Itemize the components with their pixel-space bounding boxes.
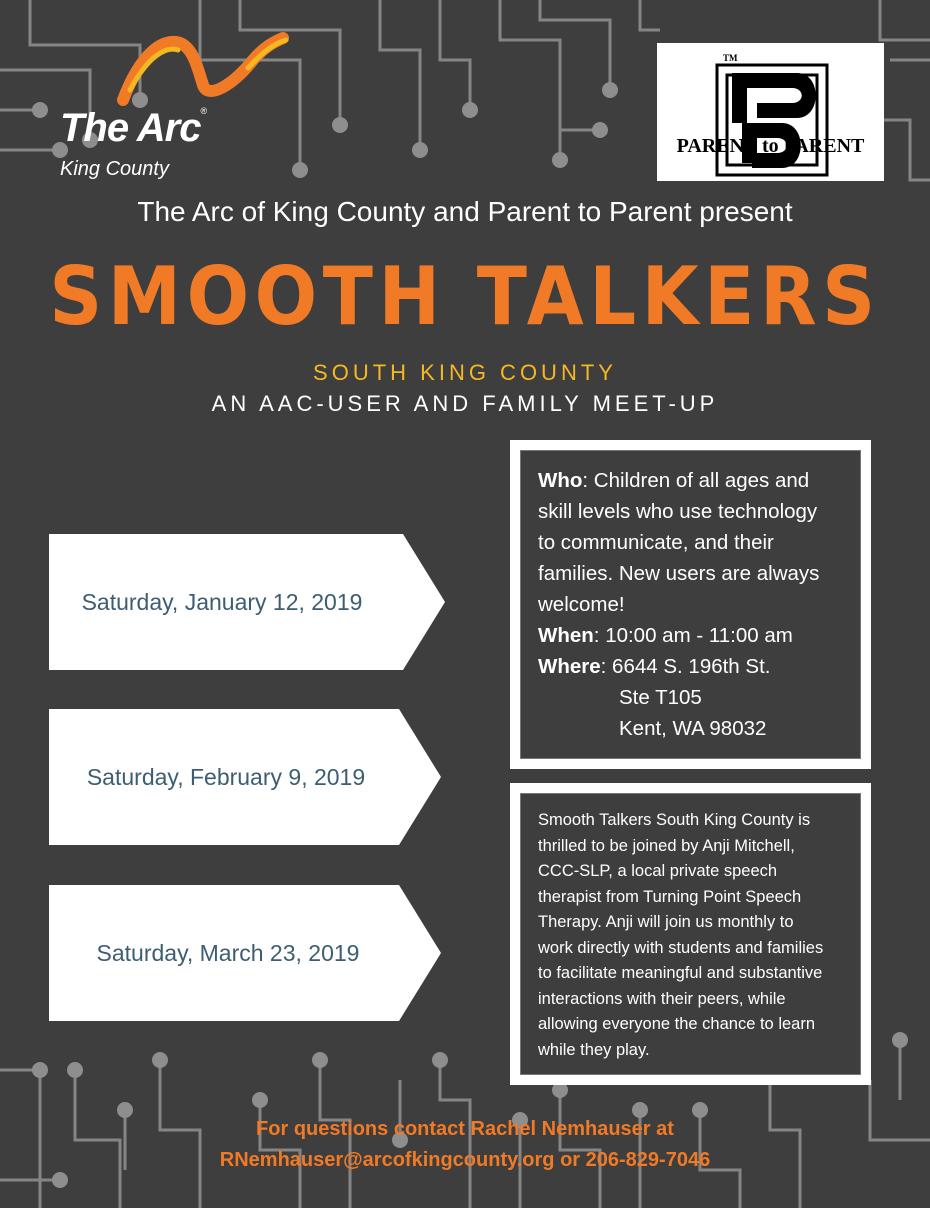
contact-info [0,1114,930,1176]
blurb-line: interactions with their peers, while [538,989,786,1008]
when-label: When [538,624,594,647]
where-value: Kent, WA 98032 [619,717,767,740]
blurb-line: Therapy. Anji will join us monthly to [538,913,794,931]
p2p-trademark: TM [723,53,738,63]
details-box-inner [520,450,861,759]
contact-email-phone[interactable]: RNemhauser@arcofkingcounty.org or 206-829-7046 [219,1149,711,1171]
where-value: : 6644 S. 196th St. [600,655,771,678]
who-label: Who [538,469,583,492]
who-line [538,465,853,496]
blurb-line: work directly with students and families [538,938,824,957]
who-text: skill levels who use technology [538,500,818,523]
present-line: The Arc of King County and Parent to Parent present [137,196,793,227]
date-banner-2 [49,709,445,845]
blurb-box-inner [520,793,861,1075]
blurb-line: Smooth Talkers South King County is [538,811,811,829]
date-banner-1 [49,534,445,670]
where-label: Where [538,655,601,678]
when-value: : 10:00 am - 11:00 am [593,624,793,647]
arc-logo-name: The Arc® [60,106,207,150]
p2p-logo-name: PARENT to PARENT [676,135,865,157]
blurb-line: while they play. [538,1040,650,1059]
blurb-line: CCC-SLP, a local private speech [538,862,778,880]
who-text: to communicate, and their [538,531,774,554]
details-text [538,465,853,744]
blurb-box [510,783,871,1085]
p2p-emblem-icon [657,43,884,181]
where-value: Ste T105 [619,686,702,709]
who-text: : Children of all ages and [582,469,810,492]
parent-to-parent-logo [657,43,884,181]
date-label: Saturday, March 23, 2019 [96,940,360,966]
who-text: welcome! [538,593,625,616]
blurb-line: thrilled to be joined by Anji Mitchell, [538,836,795,855]
details-box [510,440,871,769]
event-tagline: AN AAC-USER AND FAMILY MEET-UP [211,391,719,416]
arc-logo-subtitle: King County [60,158,169,180]
where-line [538,651,853,682]
the-arc-logo [58,30,298,190]
blurb-line: allowing everyone the chance to learn [538,1015,816,1033]
date-label: Saturday, February 9, 2019 [86,764,366,790]
date-banner-3 [49,885,445,1021]
event-title: SMOOTH TALKERS [49,250,881,343]
blurb-line: therapist from Turning Point Speech [538,887,802,906]
when-line [538,620,853,651]
date-label: Saturday, January 12, 2019 [81,589,363,615]
who-text: families. New users are always [538,562,820,585]
blurb-text [538,808,856,1063]
contact-line-1: For questions contact Rachel Nemhauser at [256,1118,674,1140]
blurb-line: to facilitate meaningful and substantive [538,964,823,982]
event-region: SOUTH KING COUNTY [313,360,617,385]
